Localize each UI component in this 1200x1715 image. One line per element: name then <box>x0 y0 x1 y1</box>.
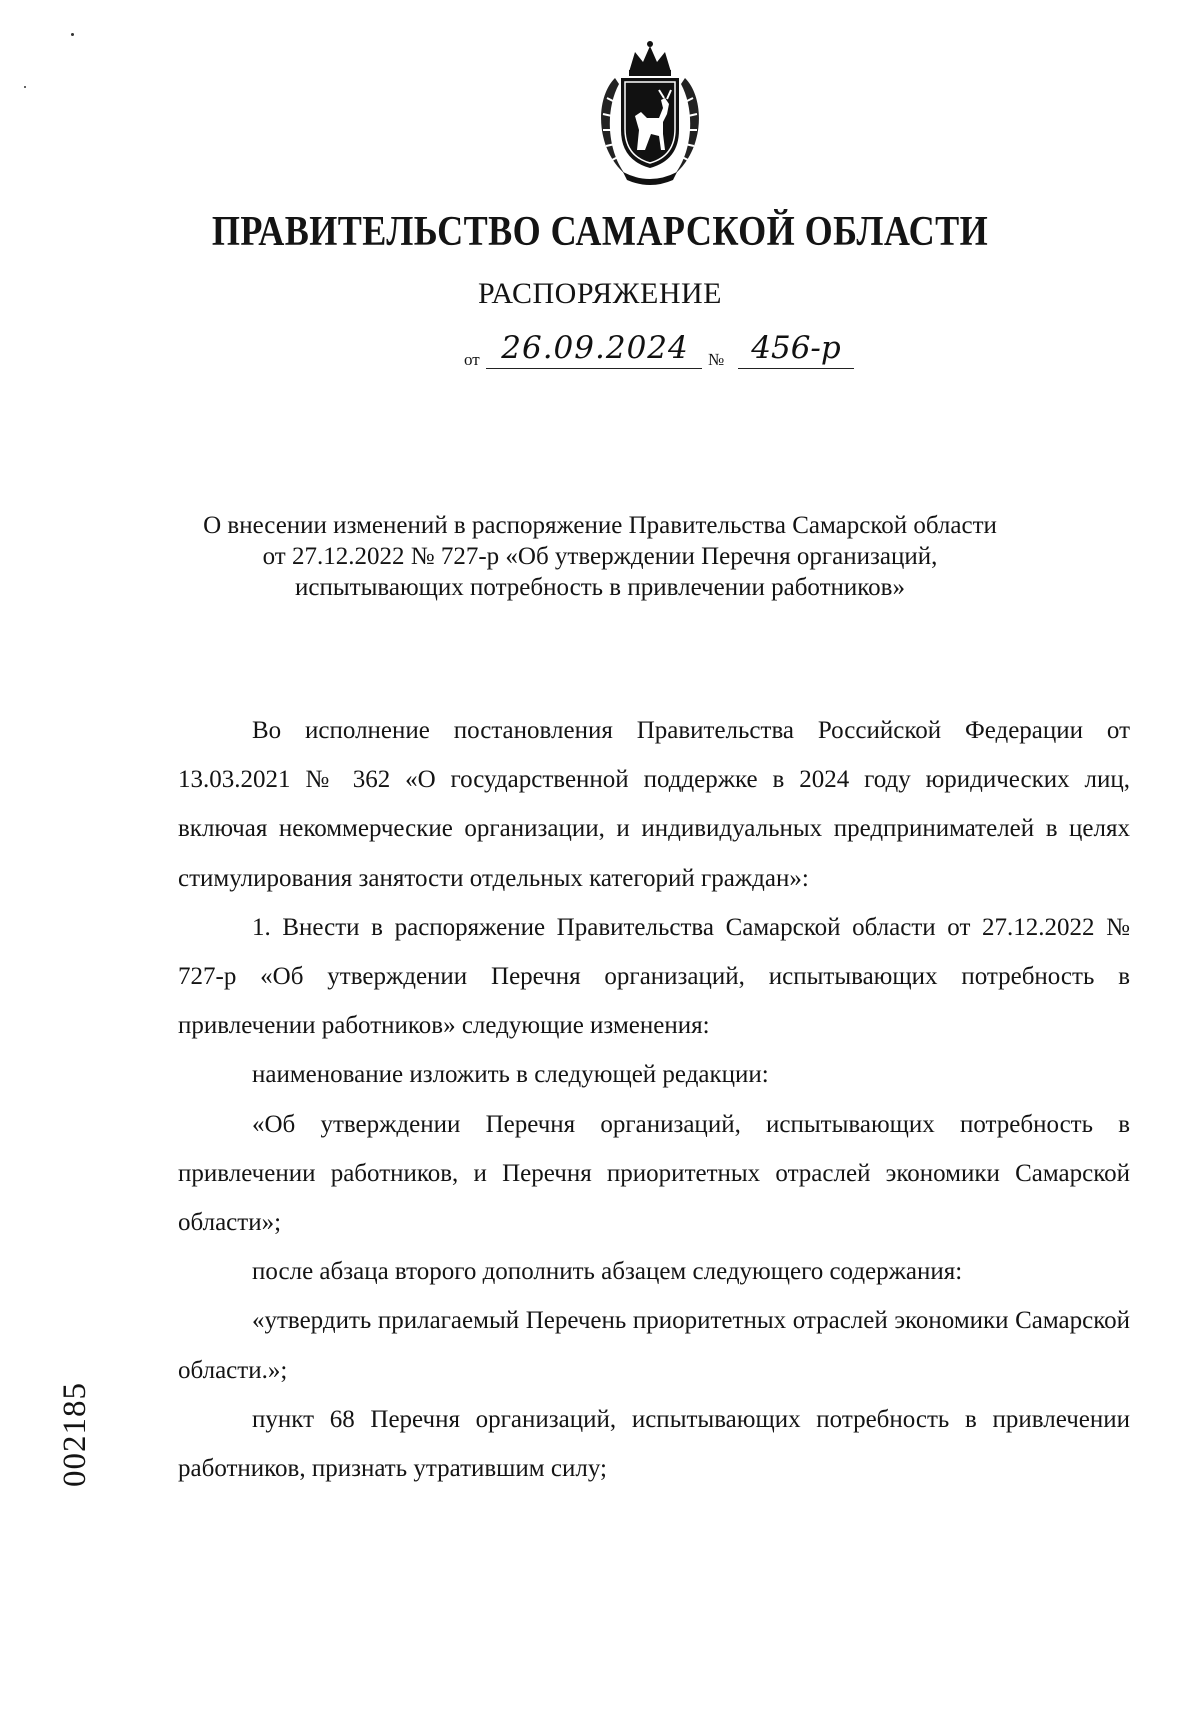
new-paragraph-text: «утвердить прилагаемый Перечень приоритетных отраслей экономики Самарской области.»; <box>178 1307 1130 1384</box>
change-name-paragraph: наименование изложить в следующей редакции: <box>252 1061 769 1089</box>
after-paragraph-instruction: после абзаца второго дополнить абзацем следующего содержания: <box>252 1258 963 1286</box>
government-name: ПРАВИТЕЛЬСТВО САМАРСКОЙ ОБЛАСТИ <box>211 209 989 255</box>
date-underline <box>486 368 702 369</box>
new-name-paragraph: «Об утверждении Перечня организаций, испытывающих потребность в привлечении работников, и Перечня приоритетных отраслей экономики Самарской области»; <box>178 1110 1130 1237</box>
subject-line: от 27.12.2022 № 727-р «Об утверждении Перечня организаций, <box>262 543 938 570</box>
document-subject <box>160 510 1040 603</box>
samara-coat-of-arms-icon <box>585 38 715 186</box>
document-body <box>178 706 1130 1493</box>
number-label: № <box>708 350 725 369</box>
date-prefix: от <box>464 350 480 369</box>
document-type: РАСПОРЯЖЕНИЕ <box>477 277 723 310</box>
number-underline <box>738 368 854 369</box>
registration-line <box>460 330 860 374</box>
document-number: 456-р <box>751 330 841 366</box>
subject-line: О внесении изменений в распоряжение Правительства Самарской области <box>203 512 997 539</box>
item-1-paragraph: 1. Внести в распоряжение Правительства Самарской области от 27.12.2022 № 727-р «Об утверждении Перечня организаций, испытывающих потребность в привлечении работников» следующие изменения: <box>178 913 1130 1040</box>
point-68-paragraph: пункт 68 Перечня организаций, испытывающих потребность в привлечении работников, признать утратившим силу; <box>178 1405 1130 1483</box>
preamble-paragraph: Во исполнение постановления Правительства Российской Федерации от 13.03.2021 № 362 «О государственной поддержке в 2024 году юридических лиц, включая некоммерческие организации, и индивидуальных предпринимателей в целях стимулирования занятости отдельных категорий граждан»: <box>178 717 1130 892</box>
scan-speck <box>24 86 26 88</box>
serial-number: 002185 <box>57 1382 93 1487</box>
scan-speck <box>71 33 74 36</box>
document-date: 26.09.2024 <box>501 330 689 366</box>
subject-line: испытывающих потребность в привлечении работников» <box>295 574 905 601</box>
